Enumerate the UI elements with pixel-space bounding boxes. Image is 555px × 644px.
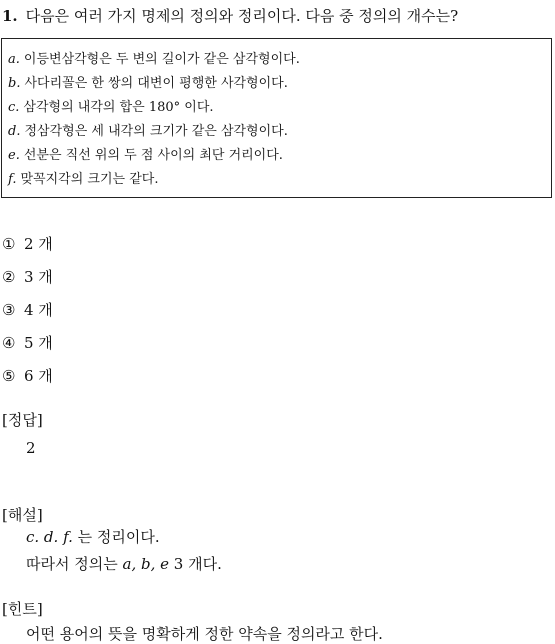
- statement-text: 사다리꼴은 한 쌍의 대변이 평행한 사각형이다.: [24, 76, 288, 91]
- choice-text: 5 개: [24, 334, 53, 352]
- choice-mark: ①: [2, 235, 16, 253]
- question-number: 1.: [2, 7, 18, 25]
- statement-c: [8, 99, 214, 117]
- choice-text: 3 개: [24, 268, 53, 286]
- answer-value: 2: [26, 439, 36, 457]
- statement-d: [8, 123, 288, 141]
- hint-text: 어떤 용어의 뜻을 명확하게 정한 약속을 정의라고 한다.: [26, 625, 383, 643]
- explanation-prefix: 따라서 정의는: [26, 555, 118, 573]
- statement-text: 정삼각형은 세 내각의 크기가 같은 삼각형이다.: [24, 124, 288, 139]
- statement-label: c.: [8, 100, 20, 115]
- explanation-text: 는 정리이다.: [77, 528, 160, 546]
- choice-mark: ③: [2, 301, 16, 319]
- explanation-heading: [해설]: [2, 506, 43, 524]
- statement-e: [8, 147, 283, 165]
- question-text: 다음은 여러 가지 명제의 정의와 정리이다. 다음 중 정의의 개수는?: [25, 7, 459, 25]
- statement-b: [8, 75, 288, 93]
- explanation-labels: a, b, e: [122, 555, 169, 573]
- statements-box: [1, 38, 552, 198]
- statement-f: [8, 171, 158, 189]
- statement-a: [8, 51, 300, 69]
- choice-mark: ④: [2, 334, 16, 352]
- explanation-line-1: [26, 527, 160, 547]
- statement-text: 맞꼭지각의 크기는 같다.: [20, 172, 159, 187]
- statement-label: a.: [8, 52, 20, 67]
- choice-4: [2, 333, 53, 353]
- hint-heading: [힌트]: [2, 600, 43, 618]
- statement-text: 선분은 직선 위의 두 점 사이의 최단 거리이다.: [23, 148, 283, 163]
- choice-3: [2, 300, 53, 320]
- choice-text: 6 개: [24, 367, 53, 385]
- choice-2: [2, 267, 53, 287]
- statement-label: d.: [8, 124, 21, 139]
- explanation-line-2: [26, 554, 222, 574]
- statement-text: 삼각형의 내각의 합은 180° 이다.: [23, 100, 214, 115]
- question-line: [2, 5, 458, 27]
- statement-label: e.: [8, 148, 20, 163]
- choice-mark: ②: [2, 268, 16, 286]
- statement-text: 이등변삼각형은 두 변의 길이가 같은 삼각형이다.: [23, 52, 300, 67]
- choice-5: [2, 366, 53, 386]
- choice-text: 2 개: [24, 235, 53, 253]
- explanation-suffix: 3 개다.: [173, 555, 222, 573]
- choice-mark: ⑤: [2, 367, 16, 385]
- choice-1: [2, 234, 53, 254]
- statement-label: f.: [8, 172, 17, 187]
- statement-label: b.: [8, 76, 21, 91]
- choice-text: 4 개: [24, 301, 53, 319]
- answer-heading: [정답]: [2, 411, 43, 429]
- explanation-labels: c. d. f.: [26, 528, 73, 546]
